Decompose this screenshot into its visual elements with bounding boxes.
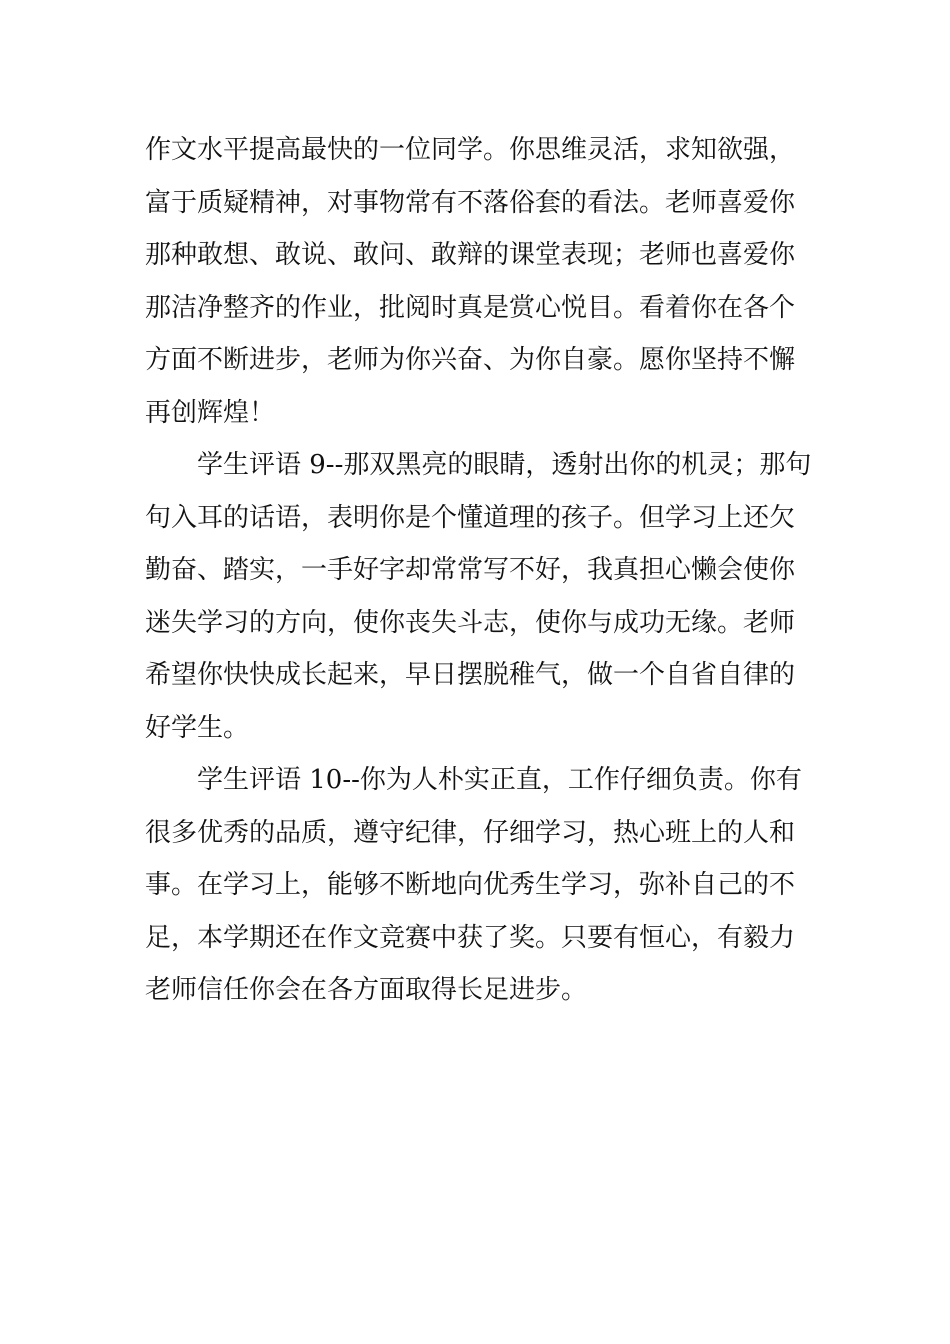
text-line: 富于质疑精神，对事物常有不落俗套的看法。老师喜爱你: [145, 187, 796, 218]
document-body: [145, 124, 812, 1017]
text-line: 很多优秀的品质，遵守纪律，仔细学习，热心班上的人和: [145, 817, 796, 848]
paragraph-1: [145, 124, 809, 439]
text-line: 作文水平提高最快的一位同学。你思维灵活，求知欲强，: [145, 135, 796, 165]
text-line: 学生评语 9--那双黑亮的眼睛，透射出你的机灵；那句: [197, 450, 812, 480]
text-line: 那洁净整齐的作业，批阅时真是赏心悦目。看着你在各个: [145, 292, 796, 323]
text-line: 再创辉煌！: [145, 397, 276, 428]
text-line: 足，本学期还在作文竞赛中获了奖。只要有恒心，有毅力: [145, 922, 796, 953]
paragraph-2-student-comment-9: [145, 439, 812, 754]
text-line: 勤奋、踏实，一手好字却常常写不好，我真担心懒会使你: [145, 555, 796, 585]
text-line: 方面不断进步，老师为你兴奋、为你自豪。愿你坚持不懈: [145, 345, 796, 375]
text-line: 句入耳的话语，表明你是个懂道理的孩子。但学习上还欠: [145, 502, 796, 533]
text-line: 那种敢想、敢说、敢问、敢辩的课堂表现；老师也喜爱你: [145, 240, 796, 270]
text-line: 事。在学习上，能够不断地向优秀生学习，弥补自己的不: [145, 870, 796, 900]
text-line: 学生评语 10--你为人朴实正直，工作仔细负责。你有: [197, 765, 802, 795]
text-line: 好学生。: [145, 712, 250, 743]
paragraph-3-student-comment-10: [145, 754, 809, 1017]
text-line: 迷失学习的方向，使你丧失斗志，使你与成功无缘。老师: [145, 607, 796, 638]
text-line: 老师信任你会在各方面取得长足进步。: [145, 975, 588, 1005]
text-line: 希望你快快成长起来，早日摆脱稚气，做一个自省自律的: [145, 660, 796, 690]
